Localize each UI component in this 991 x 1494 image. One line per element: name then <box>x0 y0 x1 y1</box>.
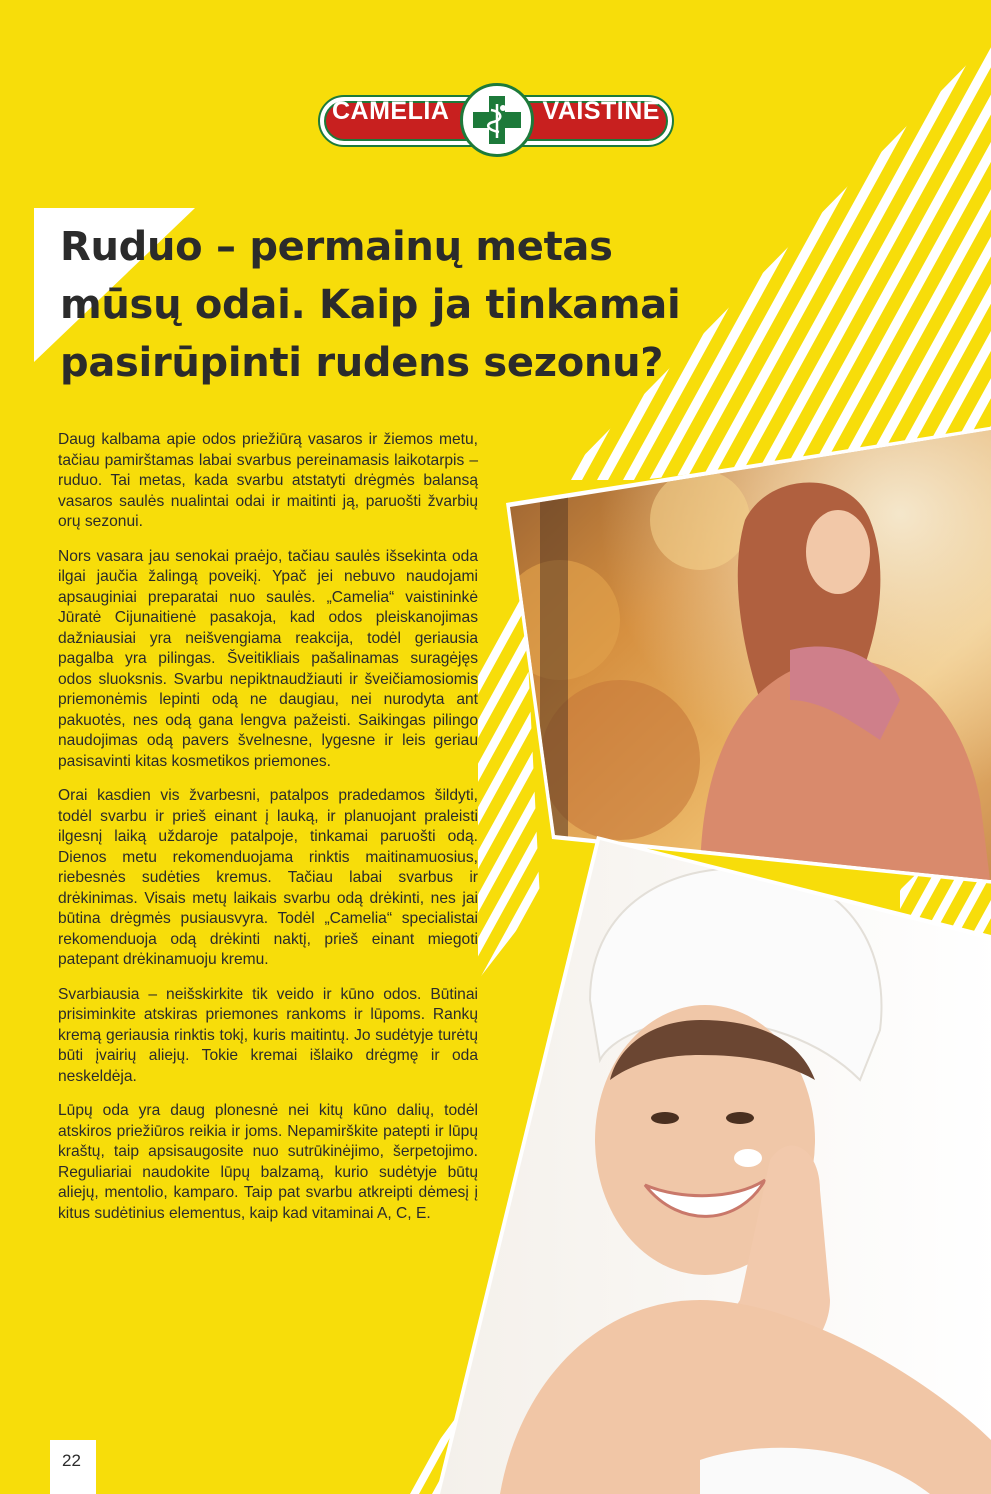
logo-text-vaistine: VAISTINĖ <box>542 97 660 125</box>
paragraph: Daug kalbama apie odos priežiūrą vasaros ir žiemos metu, tačiau pamirštamas labai svarbus pereinamasis laikotarpis – ruduo. Tai metas, kada svarbu atstatyti drėgmės balansą vasaros saulės nualintai odai ir maitinti ją, paruošti žvarbių orų sezonui. <box>58 431 478 530</box>
paragraph: Nors vasara jau senokai praėjo, tačiau saulės išsekinta oda ilgai jaučia žalingą poveikį. Ypač jei nebuvo naudojami apsauginiai preparatai nuo saulės. „Camelia“ vaistininkė Jūratė Cijunaitienė pasakoja, kad odos pleiskanojimas dažniausiai yra neišvengiama reakcija, todėl geriausia pagalba yra pilingas. Šveitikliais pašalinamas suragėjęs odos sluoksnis. Svarbu nepiktnaudžiauti ir šveičiamosiomis priemonėmis lepinti odą ne daugiau, nei nurodyta ant pakuotės, nes odą gana lengva pažeisti. Saikingas pilingo naudojimas odą pavers švelnesne, lygesne ir leis geriau pasisavinti kitas kosmetikos priemones. <box>58 547 478 770</box>
paragraph: Svarbiausia – neišskirkite tik veido ir kūno odos. Būtinai prisiminkite atskiras priemones rankoms ir lūpoms. Rankų kremą geriausia rinktis tokį, kuris maitintų. Jo sudėtyje turėtų būti įvairių aliejų. Tokie kremai išlaiko drėgmę ir oda neskeldėja. <box>58 985 478 1085</box>
photo-autumn-woman <box>500 420 991 890</box>
article-title: Ruduo – permainų metas mūsų odai. Kaip ja tinkamai pasirūpinti rudens sezonu? <box>60 224 681 386</box>
stripe <box>322 1300 438 1494</box>
logo-text-camelia: CAMELIA <box>332 97 450 125</box>
stripe <box>344 1300 460 1494</box>
page-number: 22 <box>50 1440 96 1494</box>
article-body <box>58 430 478 1238</box>
pharmacy-cross-icon <box>460 83 534 157</box>
stripe <box>300 1300 416 1494</box>
camelia-logo <box>318 83 674 157</box>
paragraph: Lūpų oda yra daug plonesnė nei kitų kūno dalių, todėl atskiros priežiūros reikia ir joms. Nepamirškite patepti ir lūpų kraštų, taip apsisaugosite nuo sutrūkinėjimo, šerpetojimo. Reguliariai naudokite lūpų balzamą, kurio sudėtyje būtų aliejų, mentolio, kamparo. Taip pat svarbu atkreipti dėmesį į kitus sudėtinius elementus, kaip kad vitaminai A, C, E. <box>58 1102 478 1222</box>
paragraph: Orai kasdien vis žvarbesni, patalpos pradedamos šildyti, todėl svarbu ir prieš einant į lauką, ir planuojant praleisti ilgesnį laiką uždaroje patalpoje, tinkamai paruošti odą. Dienos metu rekomenduojama rinktis maitinamuosius, riebesnės sudėties kremus. Tačiau labai svarbus ir drėkinimas. Visais metų laikais svarbu odą drėkinti, nes jai būtina drėgmės pusiausvyra. Todėl „Camelia“ specialistai rekomenduoja odą drėkinti naktį, prieš einant miegoti patepant drėkinamuoju kremu. <box>58 787 478 968</box>
